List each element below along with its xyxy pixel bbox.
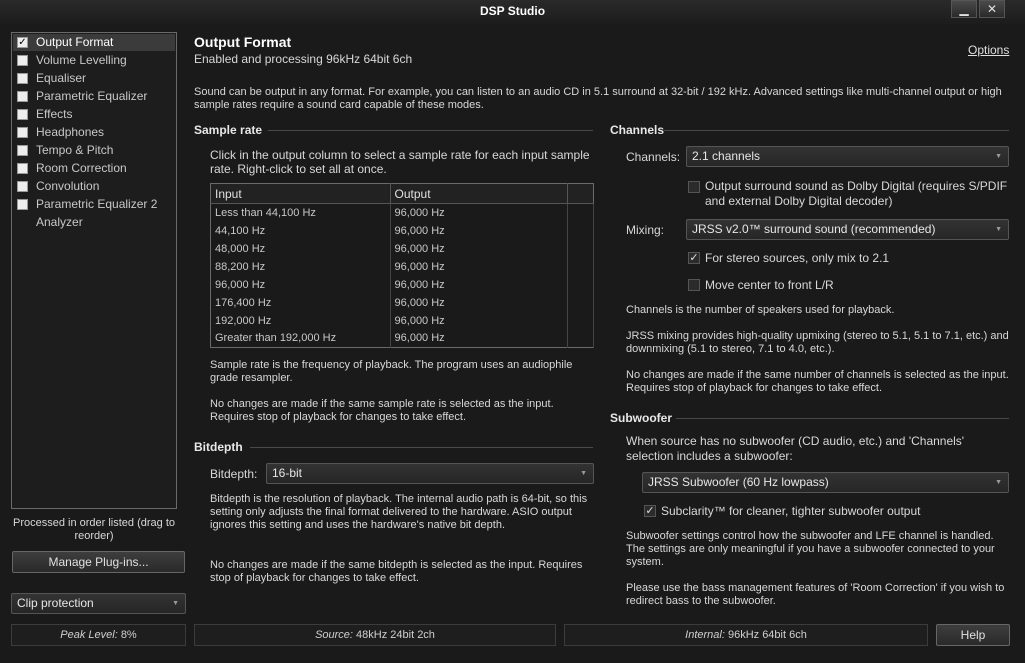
move-center-checkbox[interactable] [688,279,700,291]
clip-protection-value: Clip protection [17,596,94,610]
window-title: DSP Studio [479,4,546,18]
source-label: Source: [315,629,353,641]
stereo-mix-label: For stereo sources, only mix to 2.1 [705,251,890,265]
channels-note-3: No changes are made if the same number of channels is selected as the input. Requires stop of playback for changes to take effect. [626,369,1009,394]
channels-select[interactable] [686,146,1009,167]
section-divider [676,418,1009,419]
plugin-checkbox[interactable] [17,127,28,138]
input-cell: 44,100 Hz [211,222,391,240]
output-cell[interactable]: 96,000 Hz [390,222,568,240]
chevron-down-icon: ▼ [995,153,1002,160]
plugin-checkbox[interactable] [17,73,28,84]
output-cell[interactable]: 96,000 Hz [390,204,568,222]
plugin-item-parametric-equalizer-2[interactable] [13,196,175,213]
bitdepth-value: 16-bit [272,466,303,480]
table-row[interactable] [211,240,594,258]
sample-rate-table[interactable] [210,183,594,348]
source-value: 48kHz 24bit 2ch [356,629,435,641]
mixing-label: Mixing: [626,223,665,237]
order-note: Processed in order listed (drag to reorder) [12,517,176,542]
plugin-label: Output Format [36,35,114,49]
chevron-down-icon: ▼ [172,600,179,607]
plugin-checkbox[interactable] [17,163,28,174]
plugin-list[interactable] [11,32,177,509]
internal-value: 96kHz 64bit 6ch [727,629,807,641]
section-divider [268,130,593,131]
plugin-item-equaliser[interactable] [13,70,175,87]
plugin-item-output-format[interactable] [13,34,175,51]
column-header-output[interactable]: Output [390,184,568,204]
sample-rate-note-2: No changes are made if the same sample rate is selected as the input. Requires stop of playback for changes to take effect. [210,398,554,423]
section-divider [664,130,1009,131]
output-cell[interactable]: 96,000 Hz [390,330,568,348]
plugin-checkbox[interactable] [17,55,28,66]
stereo-mix-checkbox[interactable]: ✓ [689,252,699,264]
table-row[interactable] [211,222,594,240]
table-row[interactable] [211,276,594,294]
title-bar [0,0,1025,24]
channels-note-2: JRSS mixing provides high-quality upmixing (stereo to 5.1, 5.1 to 7.1, etc.) and downmixing (5.1 to stereo, 7.1 to 4.0, etc.). [626,330,1009,355]
bitdepth-heading: Bitdepth [194,440,243,454]
output-cell[interactable]: 96,000 Hz [390,276,568,294]
plugin-item-analyzer[interactable] [13,214,175,231]
bitdepth-select[interactable] [266,463,594,484]
input-cell: 96,000 Hz [211,276,391,294]
subclarity-label: Subclarity™ for cleaner, tighter subwoofer output [661,504,921,518]
mixing-value: JRSS v2.0™ surround sound (recommended) [692,222,936,236]
plugin-label: Equaliser [36,71,87,85]
plugin-item-headphones[interactable] [13,124,175,141]
peak-level-status [11,624,186,646]
chevron-down-icon: ▼ [580,470,587,477]
dolby-digital-checkbox[interactable] [688,181,700,193]
chevron-down-icon: ▼ [995,226,1002,233]
sample-rate-note-1: Sample rate is the frequency of playback. The program uses an audiophile grade resampler. [210,359,573,384]
mixing-select[interactable] [686,219,1009,240]
bitdepth-note-2: No changes are made if the same bitdepth is selected as the input. Requires stop of playback for changes to take effect. [210,559,583,584]
move-center-label: Move center to front L/R [705,278,834,292]
plugin-item-tempo-pitch[interactable] [13,142,175,159]
sample-rate-heading: Sample rate [194,123,263,137]
subwoofer-note-2: Please use the bass management features of 'Room Correction' if you wish to redirect bass to the subwoofer. [626,582,1005,607]
plugin-label: Convolution [36,179,100,193]
manage-plugins-button[interactable]: Manage Plug-ins... [12,551,185,573]
clip-protection-select[interactable] [11,593,186,614]
bitdepth-note-1: Bitdepth is the resolution of playback. The internal audio path is 64-bit, so this setting only adjusts the final format delivered to the hardware. ASIO output ignores this setting and uses the hardware's native bit depth. [210,493,588,531]
subclarity-checkbox[interactable]: ✓ [645,505,655,517]
plugin-label: Headphones [36,125,105,139]
table-row[interactable] [211,312,594,330]
plugin-label: Parametric Equalizer 2 [36,197,158,211]
subwoofer-value: JRSS Subwoofer (60 Hz lowpass) [648,475,829,489]
plugin-label: Volume Levelling [36,53,127,67]
minimize-button[interactable]: ▁ [951,0,977,18]
plugin-item-room-correction[interactable] [13,160,175,177]
table-row[interactable] [211,294,594,312]
section-divider [250,447,593,448]
page-subtitle: Enabled and processing 96kHz 64bit 6ch [194,52,413,66]
plugin-checkbox[interactable] [17,199,28,210]
plugin-label: Tempo & Pitch [36,143,114,157]
subwoofer-heading: Subwoofer [610,411,672,425]
subwoofer-note-1: Subwoofer settings control how the subwoofer and LFE channel is handled. The settings are only meaningful if you have a subwoofer connected to your system. [626,530,995,568]
internal-label: Internal: [685,629,725,641]
input-cell: Less than 44,100 Hz [211,204,391,222]
plugin-item-effects[interactable] [13,106,175,123]
options-link[interactable]: Options [968,43,1010,57]
chevron-down-icon: ▼ [995,479,1002,486]
output-cell[interactable]: 96,000 Hz [390,294,568,312]
table-row[interactable] [211,258,594,276]
close-button[interactable]: ✕ [979,0,1005,18]
page-description: Sound can be output in any format. For example, you can listen to an audio CD in 5.1 surround at 32-bit / 192 kHz. Advanced settings like multi-channel output or high sample rates require a sound card capable of these modes. [194,86,1002,111]
sample-rate-intro: Click in the output column to select a sample rate for each input sample rate. Right-click to set all at once. [210,148,590,176]
input-cell: 176,400 Hz [211,294,391,312]
input-cell: 88,200 Hz [211,258,391,276]
plugin-label: Parametric Equalizer [36,89,148,103]
plugin-checkbox[interactable] [17,145,28,156]
subwoofer-select[interactable] [642,472,1009,493]
channels-heading: Channels [610,123,665,137]
peak-level-label: Peak Level: [60,629,118,641]
column-header-spacer [568,184,594,204]
input-cell: 48,000 Hz [211,240,391,258]
bitdepth-label: Bitdepth: [210,467,258,481]
plugin-label: Effects [36,107,73,121]
source-status [194,624,556,646]
help-button[interactable]: Help [936,624,1010,646]
input-cell: 192,000 Hz [211,312,391,330]
channels-label: Channels: [626,150,681,164]
plugin-checkbox[interactable]: ✓ [18,37,27,48]
table-row[interactable] [211,330,594,348]
column-header-input[interactable]: Input [211,184,391,204]
subwoofer-intro: When source has no subwoofer (CD audio, etc.) and 'Channels' selection includes a subwoofer: [626,434,965,463]
input-cell: Greater than 192,000 Hz [211,330,391,348]
plugin-checkbox[interactable] [17,91,28,102]
plugin-item-volume-levelling[interactable] [13,52,175,69]
plugin-checkbox[interactable] [17,181,28,192]
peak-level-value: 8% [120,629,137,641]
channels-value: 2.1 channels [692,149,761,163]
plugin-checkbox[interactable] [17,109,28,120]
channels-note-1: Channels is the number of speakers used for playback. [626,304,895,316]
page-title: Output Format [194,34,292,50]
plugin-label: Analyzer [36,215,83,229]
output-cell[interactable]: 96,000 Hz [390,240,568,258]
output-cell[interactable]: 96,000 Hz [390,258,568,276]
table-row[interactable] [211,204,594,222]
plugin-item-convolution[interactable] [13,178,175,195]
dolby-digital-label: Output surround sound as Dolby Digital (requires S/PDIF and external Dolby Digital decoder) [705,179,1008,208]
output-cell[interactable]: 96,000 Hz [390,312,568,330]
plugin-label: Room Correction [36,161,127,175]
internal-status [564,624,928,646]
plugin-item-parametric-equalizer[interactable] [13,88,175,105]
